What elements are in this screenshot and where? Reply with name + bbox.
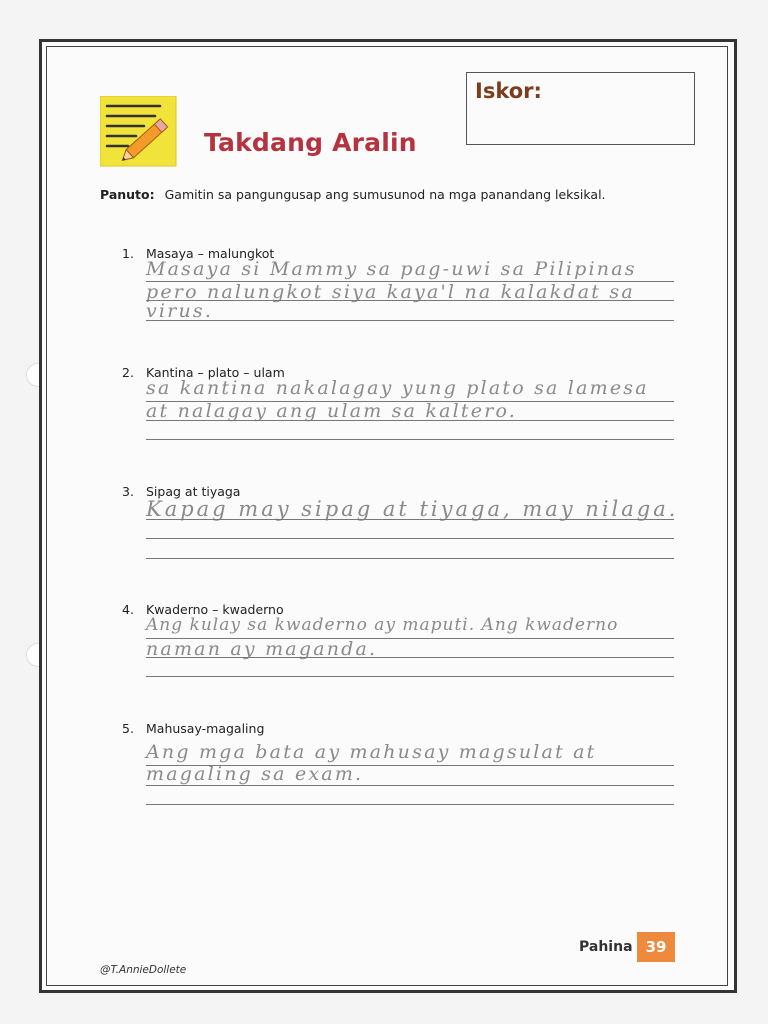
page-number-badge: 39	[637, 932, 675, 962]
answer-line	[146, 519, 674, 520]
handwritten-answer-line: naman ay maganda.	[146, 638, 378, 660]
handwritten-answer-line: Ang kulay sa kwaderno ay maputi. Ang kwaderno	[146, 615, 619, 635]
item-prompt	[122, 721, 264, 736]
answer-line	[146, 765, 674, 766]
instructions-label: Panuto:	[100, 187, 155, 202]
score-box	[466, 72, 695, 145]
item-number: 1.	[122, 246, 134, 261]
notepad-pencil-icon	[100, 96, 178, 168]
item-number: 5.	[122, 721, 134, 736]
handwritten-answer-line: virus.	[146, 300, 214, 322]
answer-line	[146, 420, 674, 421]
page-title: Takdang Aralin	[204, 128, 417, 157]
answer-line	[146, 401, 674, 402]
instructions-text: Gamitin sa pangungusap ang sumusunod na mga panandang leksikal.	[164, 187, 606, 202]
answer-line	[146, 676, 674, 677]
item-prompt-text: Kantina – plato – ulam	[146, 365, 285, 380]
answer-line	[146, 558, 674, 559]
answer-line	[146, 439, 674, 440]
answer-line	[146, 281, 674, 282]
answer-line	[146, 638, 674, 639]
answer-line	[146, 538, 674, 539]
item-prompt-text: Kwaderno – kwaderno	[146, 602, 284, 617]
answer-line	[146, 657, 674, 658]
item-prompt-text: Mahusay-magaling	[146, 721, 265, 736]
answer-line	[146, 300, 674, 301]
item-prompt-text: Sipag at tiyaga	[146, 484, 241, 499]
answer-line	[146, 320, 674, 321]
item-number: 2.	[122, 365, 134, 380]
page-label: Pahina	[579, 939, 633, 955]
handwritten-answer-line: Ang mga bata ay mahusay magsulat at	[146, 741, 597, 763]
answer-line	[146, 785, 674, 786]
handwritten-answer-line: at nalagay ang ulam sa kaltero.	[146, 400, 518, 422]
handwritten-answer-line: Kapag may sipag at tiyaga, may nilaga.	[146, 497, 679, 521]
score-label: Iskor:	[475, 79, 542, 103]
handwritten-answer-line: pero nalungkot siya kaya'l na kalakdat sa	[146, 281, 635, 303]
handwritten-answer-line: magaling sa exam.	[146, 763, 364, 785]
handwritten-answer-line: sa kantina nakalagay yung plato sa lamesa	[146, 377, 649, 399]
item-number: 3.	[122, 484, 134, 499]
instructions	[100, 187, 606, 202]
item-number: 4.	[122, 602, 134, 617]
handwritten-answer-line: Masaya si Mammy sa pag-uwi sa Pilipinas	[146, 258, 637, 280]
item-prompt-text: Masaya – malungkot	[146, 246, 275, 261]
footer-credit: @T.AnnieDollete	[100, 964, 187, 976]
answer-line	[146, 804, 674, 805]
